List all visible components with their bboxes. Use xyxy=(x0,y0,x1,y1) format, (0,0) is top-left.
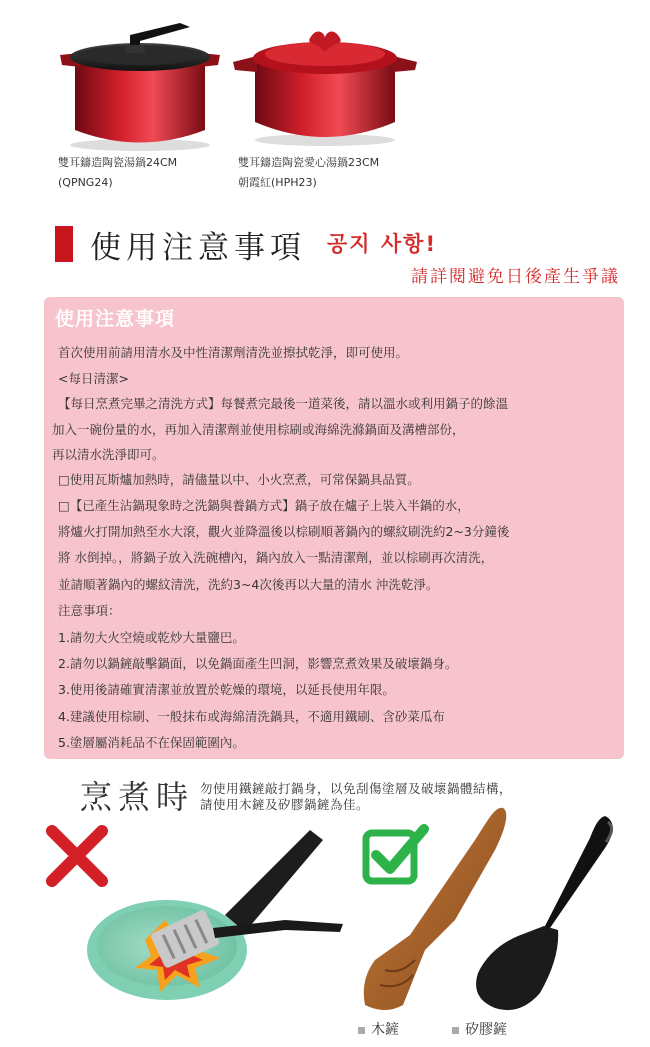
notes-line: 將爐火打開加熱至水大滾，觀火並降溫後以棕刷順著鍋內的螺紋刷洗約2~3分鐘後 xyxy=(58,524,510,539)
pot-image-qpng24 xyxy=(40,5,240,155)
legend-label: 矽膠鏟 xyxy=(465,1022,507,1038)
notes-line: □【已產生沾鍋現象時之洗鍋與養鍋方式】鍋子放在爐子上裝入半鍋的水， xyxy=(58,498,470,513)
cooking-note-line: 勿使用鐵鏟敲打鍋身，以免刮傷塗層及破壞鍋體結構， xyxy=(200,781,513,796)
section-title: 使用注意事項 xyxy=(90,230,306,266)
notes-line: 並請順著鍋內的螺紋清洗，洗約3~4次後再以大量的清水 沖洗乾淨。 xyxy=(58,577,439,592)
notes-line: 將 水倒掉。，將鍋子放入洗碗槽內，鍋內放入一點清潔劑，並以棕刷再次清洗， xyxy=(58,550,494,565)
legend-silicone xyxy=(452,1019,507,1039)
silicone-spatula-image xyxy=(440,808,620,1018)
pot-image-hph23 xyxy=(225,12,425,152)
notes-line: 注意事項： xyxy=(58,603,121,618)
section-subtitle: 請詳閱避免日後產生爭議 xyxy=(411,267,620,287)
cooking-title: 烹煮時 xyxy=(80,778,195,816)
notes-line: 2.請勿以鍋鏟敲擊鍋面，以免鍋面產生凹洞，影響烹煮效果及破壞鍋身。 xyxy=(58,656,458,671)
product-name: 雙耳鑄造陶瓷湯鍋24CM xyxy=(58,156,178,169)
cooking-note-line: 請使用木鏟及矽膠鍋鏟為佳。 xyxy=(200,797,370,812)
metal-spatula-pan-image xyxy=(85,820,355,1020)
section-korean-title: 공지 사항! xyxy=(327,232,438,256)
notes-line: 首次使用前請用清水及中性清潔劑清洗並擦拭乾淨，即可使用。 xyxy=(58,345,409,360)
notes-line: 再以清水洗淨即可。 xyxy=(52,447,165,462)
notes-line: 4.建議使用棕刷、一般抹布或海綿清洗鍋具，不適用鐵刷、含砂菜瓜布 xyxy=(58,709,445,724)
product-name: 雙耳鑄造陶瓷愛心湯鍋23CM xyxy=(238,156,380,169)
product-code: 朝霞紅(HPH23) xyxy=(238,176,317,189)
notes-line: 5.塗層屬消耗品不在保固範圍內。 xyxy=(58,735,245,750)
notes-line: 加入一碗份量的水，再加入清潔劑並使用棕刷或海綿洗滌鍋面及溝槽部份， xyxy=(52,422,465,437)
legend-square-icon xyxy=(452,1027,459,1034)
notes-line: 1.請勿大火空燒或乾炒大量鹽巴。 xyxy=(58,630,245,645)
notes-line: 【每日烹煮完畢之清洗方式】每餐煮完最後一道菜後，請以溫水或利用鍋子的餘溫 xyxy=(58,396,509,411)
product-caption-1 xyxy=(58,153,177,193)
product-caption-2 xyxy=(238,153,379,193)
product-code: (QPNG24) xyxy=(58,176,113,189)
notes-line: □使用瓦斯爐加熱時，請儘量以中、小火烹煮，可常保鍋具品質。 xyxy=(58,472,420,487)
legend-label: 木鏟 xyxy=(371,1022,399,1038)
notes-line: <每日清潔> xyxy=(58,371,129,386)
notes-line: 3.使用後請確實清潔並放置於乾燥的環境，以延長使用年限。 xyxy=(58,682,395,697)
section-accent-bar xyxy=(55,226,73,262)
legend-wooden xyxy=(358,1019,399,1039)
notes-title: 使用注意事項 xyxy=(55,308,176,330)
legend-square-icon xyxy=(358,1027,365,1034)
